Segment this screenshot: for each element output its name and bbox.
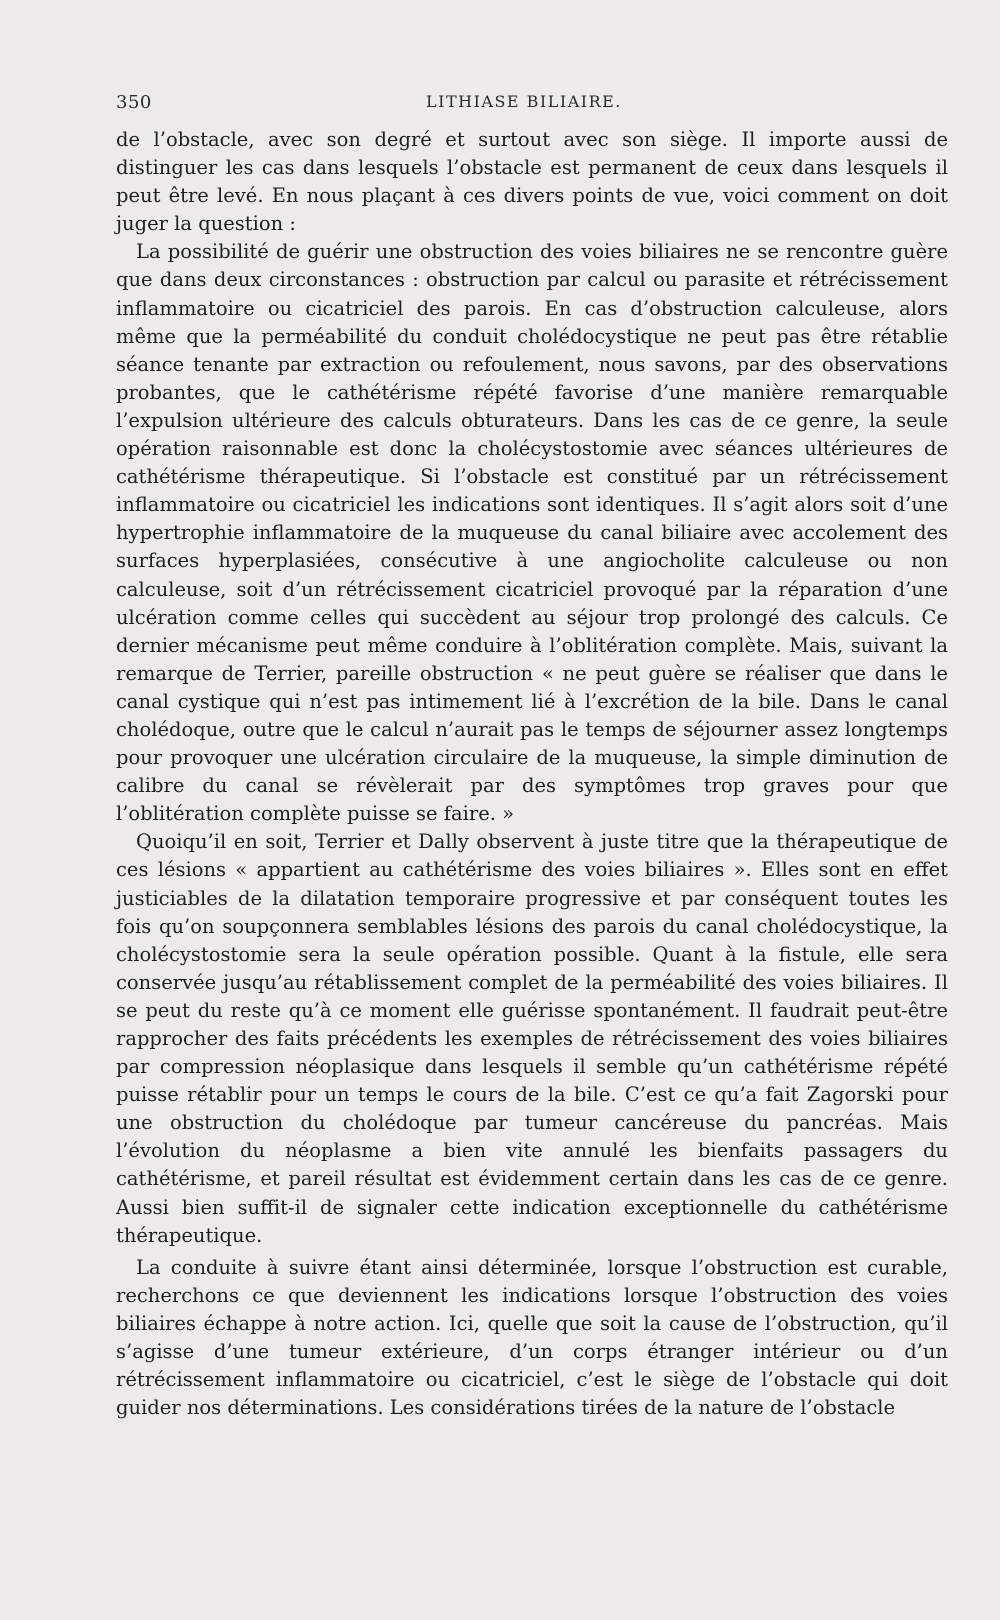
running-title: LITHIASE BILIAIRE. [426,92,622,111]
page-header [116,92,948,120]
paragraph: de l’obstacle, avec son degré et surtout avec son siège. Il importe aussi de distinguer les cas dans lesquels l’obstacle est permanent de ceux dans lesquels il peut être levé. En nous plaçant à ces divers points de vue, voici comment on doit juger la question : [116,128,948,236]
paragraph: Quoiqu’il en soit, Terrier et Dally observent à juste titre que la thérapeutique de ces lésions « appartient au cathétérisme des voies biliaires ». Elles sont en effet justiciables de la dilatation temporaire progressive et par conséquent toutes les fois qu’on soupçonnera semblables lésions des parois du canal cholédocystique, la cholécystostomie sera la seule opération possible. Quant à la fistule, elle sera conservée jusqu’au rétablissement complet de la perméabilité des voies biliaires. Il se peut du reste qu’à ce moment elle guérisse spontanément. Il faudrait peut-être rapprocher des faits précédents les exemples de rétrécissement des voies biliaires par compression néoplasique dans lesquels il semble qu’un cathétérisme répété puisse rétablir pour un temps le cours de la bile. C’est ce qu’a fait Zagorski pour une obstruction du cholédoque par tumeur cancéreuse du pancréas. Mais l’évolution du néoplasme a bien vite annulé les bienfaits passagers du cathétérisme, et pareil résultat est évidemment certain dans les cas de ce genre. Aussi bien suffit-il de signaler cette indication exceptionnelle du cathétérisme thérapeutique. [116,830,948,1247]
paragraph: La conduite à suivre étant ainsi déterminée, lorsque l’obstruction est curable, recherchons ce que deviennent les indications lorsque l’obstruction des voies biliaires échappe à notre action. Ici, quelle que soit la cause de l’obstruction, qu’il s’agisse d’une tumeur extérieure, d’un corps étranger intérieur ou d’un rétrécissement inflammatoire ou cicatriciel, c’est le siège de l’obstacle qui doit guider nos déterminations. Les considérations tirées de la nature de l’obstacle [116,1255,948,1420]
paragraph: La possibilité de guérir une obstruction des voies biliaires ne se rencontre guère que dans deux circonstances : obstruction par calcul ou parasite et rétrécissement inflammatoire ou cicatriciel des parois. En cas d’obstruction calculeuse, alors même que la perméabilité du conduit cholédocystique ne peut pas être rétablie séance tenante par extraction ou refoulement, nous savons, par des observations probantes, que le cathétérisme répété favorise d’une manière remarquable l’expulsion ultérieure des calculs obturateurs. Dans les cas de ce genre, la seule opération raisonnable est donc la cholécystostomie avec séances ultérieures de cathétérisme thérapeutique. Si l’obstacle est constitué par un rétrécissement inflammatoire ou cicatriciel les indications sont identiques. Il s’agit alors soit d’une hypertrophie inflammatoire de la muqueuse du canal biliaire avec accolement des surfaces hyperplasiées, consécutive à une angiocholite calculeuse ou non calculeuse, soit d’un rétrécissement cicatriciel provoqué par la réparation d’une ulcération comme celles qui succèdent au séjour trop prolongé des calculs. Ce dernier mécanisme peut même conduire à l’oblitération complète. Mais, suivant la remarque de Terrier, pareille obstruction « ne peut guère se réaliser que dans le canal cystique qui n’est pas intimement lié à l’excrétion de la bile. Dans le canal cholédoque, outre que le calcul n’aurait pas le temps de séjourner assez longtemps pour provoquer une ulcération circulaire de la muqueuse, la simple diminution de calibre du canal se révèlerait par des symptômes trop graves pour que l’oblitération complète puisse se faire. » [116,240,948,826]
page-number: 350 [116,92,152,113]
body-text [116,126,948,1422]
